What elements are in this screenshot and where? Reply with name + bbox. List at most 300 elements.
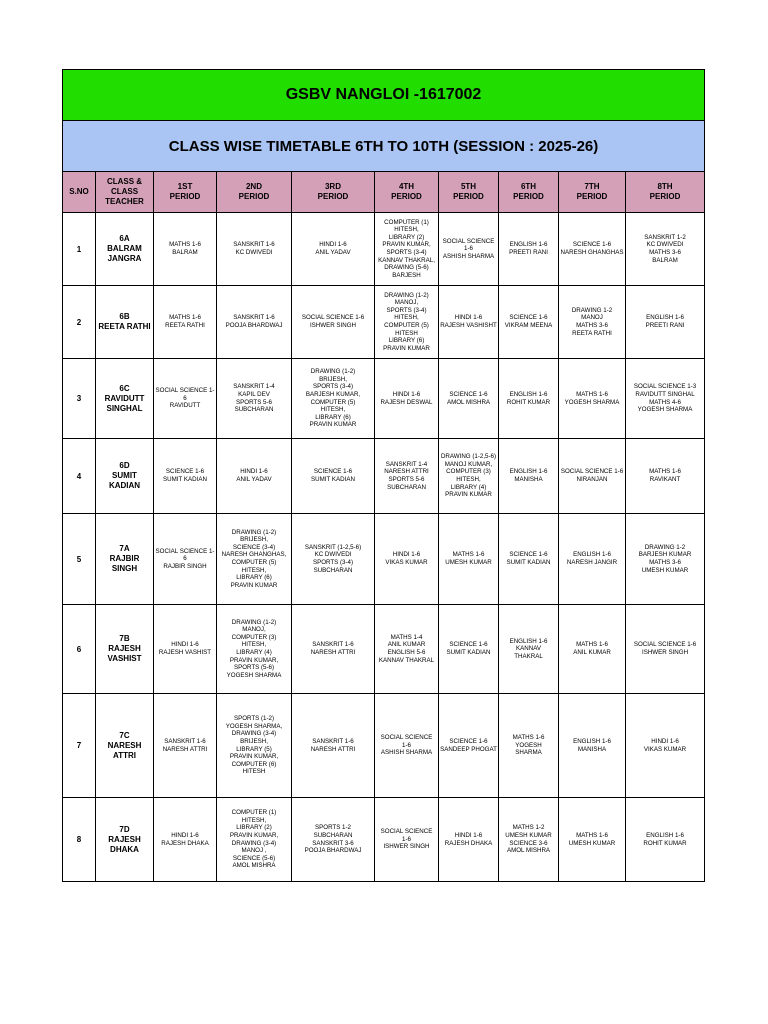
period-cell [375,213,439,286]
period-line: MANOJ , [241,847,267,855]
period-line: MATHS 4-6 [649,398,681,406]
class-teacher-line: DHAKA [110,844,139,854]
period-line: COMPUTER (1) [231,809,277,817]
period-cell [217,514,292,605]
period-line: ASHISH SHARMA [380,749,433,757]
class-teacher-line: RAJBIR [109,554,140,563]
period-line: ANIL YADAV [315,249,351,256]
column-header-line: 6TH [520,182,537,191]
period-line: DRAWING (3-4) [231,839,277,847]
period-cell [626,213,705,286]
period-line: MANOJ [581,314,603,322]
period-line: VIKAS KUMAR [385,559,428,566]
period-line: MATHS 1-6 [512,734,545,742]
period-line: BALRAM [652,256,678,264]
period-cell [439,605,499,694]
period-line: COMPUTER (1) [384,218,429,226]
period-cell [217,359,292,439]
period-cell [292,213,375,286]
class-teacher-line: RAVIDUTT [104,393,145,403]
period-line: LIBRARY (6) [315,413,351,421]
period-line: SPORTS (1-2) [233,715,275,723]
period-line: SANSKRIT 1-6 [164,737,206,745]
period-line: COMPUTER (3) [231,633,277,641]
period-line: SUBCHARAN [234,406,274,414]
period-line: BARJESH KUMAR, [305,390,361,398]
timetable-row [63,605,705,694]
period-line: PRAVIN KUMAR [230,581,278,589]
period-line: SOCIAL SCIENCE 1-3 [633,383,697,391]
period-line: NARESH GHANGHAS, [221,551,287,559]
period-line: HITESH, [320,406,346,414]
period-line: SOCIAL SCIENCE 1-6 [301,314,365,322]
period-cell [292,798,375,882]
period-line: PREETI RANI [509,249,548,256]
period-cell [439,514,499,605]
period-line: LIBRARY (2) [236,824,272,832]
class-teacher-line: SINGH [111,564,138,573]
period-cell [375,359,439,439]
period-line: REETA RATHI [165,322,205,329]
period-line: DRAWING (1-2,5-6) [440,453,497,461]
period-line: RAJESH VASHISHT [440,322,497,329]
period-line: ISHWER SINGH [641,649,689,656]
period-cell [375,605,439,694]
period-line: NARESH ATTRI [310,649,356,656]
timetable-sheet [62,69,705,882]
period-line: HITESH, [241,641,267,649]
period-cell [154,605,217,694]
column-header-line: PERIOD [317,192,349,201]
column-header-line: 2ND [245,182,262,191]
period-cell [499,798,559,882]
class-teacher-cell [96,798,154,882]
period-line: DRAWING (5-6) [384,264,429,272]
period-line: SPORTS (5-6) [233,664,275,672]
class-teacher-line: 6A [119,234,130,243]
period-line: SOCIAL SCIENCE 1-6 [155,547,215,563]
class-teacher-line: 7A [119,544,130,553]
class-teacher-line: ATTRI [113,750,136,760]
period-line: YOGESH SHARMA [226,671,282,679]
class-teacher-cell [96,286,154,359]
period-line: HITESH, [394,226,419,234]
class-teacher-line: 6C [119,383,130,393]
period-line: KAPIL DEV [238,390,270,398]
class-teacher-line: SUMIT [112,471,137,480]
column-header [292,172,375,213]
period-line: YOGESH SHARMA [564,398,620,406]
period-line: PREETI RANI [645,322,685,329]
period-line: 1-6 [464,245,473,253]
period-line: BARJESH KUMAR [638,551,692,559]
period-line: ENGLISH 5-6 [387,649,426,656]
period-line: RAJESH DHAKA [444,839,493,847]
class-teacher-line: RAJESH [108,834,141,844]
class-teacher-line: NARESH [107,740,142,750]
period-cell [559,514,626,605]
period-line: VIKRAM MEENA [504,322,553,329]
period-line: SOCIAL SCIENCE [380,734,433,742]
period-line: LIBRARY (4) [450,483,487,491]
period-line: LIBRARY (5) [236,745,272,753]
period-cell [154,514,217,605]
header-row [63,172,705,213]
column-header-line: S.NO [69,187,89,196]
school-title: GSBV NANGLOI -1617002 [63,70,705,121]
period-line: DRAWING (1-2) [384,291,429,299]
period-line: SUMIT KADIAN [311,476,355,483]
period-line: SPORTS (3-4) [312,559,354,566]
period-line: ISHWER SINGH [383,843,430,851]
period-cell [559,286,626,359]
period-line: KANNAV THAKRAL [378,656,435,664]
period-line: SCIENCE 3-6 [509,839,548,847]
period-line: MATHS 3-6 [649,559,681,566]
period-line: SANSKRIT (1-2,5-6) [304,543,362,551]
period-cell [154,286,217,359]
period-line: PRAVIN KUMAR [445,491,492,499]
column-header-line: 5TH [460,182,477,191]
period-line: AMOL MISHRA [232,862,276,870]
period-line: THAKRAL [514,652,543,660]
period-line: SPORTS (3-4) [312,383,354,391]
period-line: MATHS 1-6 [169,314,201,322]
timetable-row [63,359,705,439]
period-line: AMOL MISHRA [506,847,551,855]
period-line: BRIJESH, [319,375,347,383]
period-line: MATHS 1-6 [649,468,681,476]
period-line: 1-6 [402,835,411,843]
period-cell [217,439,292,514]
period-line: COMPUTER (6) [231,760,277,768]
column-header-line: 1ST [177,182,193,191]
period-line: COMPUTER (3) [446,468,491,476]
period-line: ENGLISH 1-6 [509,468,548,476]
column-header-line: PERIOD [649,192,681,201]
period-line: ENGLISH 1-6 [573,737,611,745]
period-cell [559,694,626,798]
period-cell [499,514,559,605]
period-cell [559,359,626,439]
period-cell [154,439,217,514]
period-line: PRAVIN KUMAR [309,421,357,429]
period-cell [292,605,375,694]
serial-number-cell: 5 [63,514,96,605]
column-header [154,172,217,213]
period-line: BARJESH [392,271,421,279]
period-line: MATHS 3-6 [649,249,681,256]
period-cell [217,694,292,798]
period-line: 1-6 [402,741,411,749]
period-line: SPORTS 5-6 [388,476,425,483]
period-line: SCIENCE 1-6 [449,737,488,745]
period-line: SPORTS 1-2 [315,824,351,832]
period-line: RAJESH DHAKA [161,839,209,847]
period-line: KC DWIVEDI [646,241,684,249]
period-cell [559,213,626,286]
period-line: RAVIDUTT SINGHAL [635,390,695,398]
period-line: MATHS 1-6 [452,551,485,559]
period-line: BRIJESH, [240,536,268,544]
period-line: SANDEEP PHOGAT [440,745,497,753]
period-line: SHARMA [515,749,542,757]
period-line: HINDI 1-6 [171,641,199,649]
period-line: LIBRARY (6) [388,337,425,345]
period-line: SPORTS (3-4) [386,306,427,314]
period-cell [292,439,375,514]
period-cell [439,213,499,286]
column-header [96,172,154,213]
period-cell [217,798,292,882]
period-line: HINDI 1-6 [240,468,268,476]
period-line: ROHIT KUMAR [506,398,551,406]
timetable-subtitle: CLASS WISE TIMETABLE 6TH TO 10TH (SESSION : 2025-26) [63,121,705,172]
period-cell [499,439,559,514]
period-line: SUMIT KADIAN [163,476,207,483]
period-line: SANSKRIT 3-6 [312,839,354,847]
period-line: SCIENCE 1-6 [572,241,612,249]
period-cell [292,359,375,439]
period-line: RAJESH VASHIST [158,649,212,656]
period-cell [154,359,217,439]
period-line: DRAWING (1-2) [231,618,277,626]
period-line: SOCIAL SCIENCE [442,237,495,245]
period-line: POOJA BHARDWAJ [225,322,283,329]
period-line: ENGLISH 1-6 [573,551,611,559]
period-line: SPORTS 5-6 [236,398,272,406]
column-header [499,172,559,213]
period-line: SCIENCE 1-6 [165,468,205,476]
period-cell [626,798,705,882]
period-line: DRAWING 1-2 [571,306,613,314]
period-cell [375,514,439,605]
period-line: YOGESH SHARMA, [225,722,283,730]
column-header-line: TEACHER [105,197,144,206]
period-line: ENGLISH 1-6 [509,390,548,398]
period-cell [626,694,705,798]
column-header-line: PERIOD [453,192,484,201]
timetable-row [63,798,705,882]
period-line: MATHS 1-6 [576,641,608,649]
period-line: UMESH KUMAR [641,566,689,574]
class-teacher-cell [96,213,154,286]
period-cell [375,286,439,359]
serial-number-cell: 4 [63,439,96,514]
period-line: BALRAM [172,249,198,256]
column-header-line: PERIOD [576,192,608,201]
period-line: UMESH KUMAR [568,839,616,847]
period-line: SANSKRIT 1-2 [644,233,686,241]
period-line: SANSKRIT 1-6 [233,314,275,322]
period-line: SOCIAL SCIENCE [380,828,433,836]
column-header-line: PERIOD [169,192,201,201]
period-line: HINDI 1-6 [319,241,347,249]
period-line: HITESH, [241,816,267,824]
timetable-row [63,694,705,798]
class-teacher-line: VASHIST [107,654,142,663]
column-header-line: PERIOD [238,192,270,201]
timetable-row [63,439,705,514]
period-cell [217,286,292,359]
period-line: DRAWING 1-2 [644,543,686,551]
class-teacher-line: BALRAM [107,244,142,253]
class-teacher-line: REETA RATHI [98,322,151,331]
period-line: SCIENCE 1-6 [449,390,488,398]
period-line: HINDI 1-6 [454,831,483,839]
period-cell [217,605,292,694]
period-line: DRAWING (3-4) [231,730,277,738]
period-cell [375,798,439,882]
period-line: ANIL YADAV [236,476,272,483]
period-cell [439,798,499,882]
period-line: HINDI 1-6 [392,390,421,398]
period-line: HITESH [242,768,266,776]
class-teacher-line: 6B [119,312,130,321]
period-line: YOGESH [515,741,542,749]
timetable-row [63,213,705,286]
period-line: DRAWING (1-2) [310,368,356,376]
class-teacher-cell [96,359,154,439]
period-line: SOCIAL SCIENCE 1-6 [155,387,215,402]
period-line: LIBRARY (2) [388,233,425,241]
period-line: SANSKRIT 1-4 [233,383,275,391]
period-line: SUMIT KADIAN [506,559,551,566]
period-cell [626,359,705,439]
column-header-line: CLASS & [106,177,143,186]
column-header-line: 8TH [657,182,673,191]
period-line: MANOJ, [394,299,419,307]
serial-number-cell: 7 [63,694,96,798]
period-line: DRAWING (1-2) [231,528,277,536]
period-line: SANSKRIT 1-6 [312,737,354,745]
class-teacher-line: 7C [119,730,130,740]
column-header-line: 3RD [324,182,341,191]
period-cell [154,798,217,882]
period-line: NARESH JANGIR [566,559,618,566]
period-line: HINDI 1-6 [171,831,199,839]
period-cell [626,514,705,605]
period-line: BRIJESH, [240,737,268,745]
period-line: MANISHA [577,745,607,753]
period-line: SANSKRIT 1-6 [233,241,275,249]
period-line: ANIL KUMAR [573,649,611,656]
period-line: SANSKRIT 1-6 [312,641,354,649]
serial-number-cell: 8 [63,798,96,882]
column-header [559,172,626,213]
column-header [375,172,439,213]
period-cell [217,213,292,286]
period-line: NARESH GHANGHAS [560,249,624,256]
period-line: KANNAV [516,645,541,653]
period-cell [626,605,705,694]
period-line: REETA RATHI [572,329,612,337]
period-line: HINDI 1-6 [392,551,421,559]
period-line: UMESH KUMAR [505,831,552,839]
period-line: UMESH KUMAR [445,559,492,566]
timetable-row [63,286,705,359]
period-line: ENGLISH 1-6 [646,314,684,322]
period-line: ISHWER SINGH [309,322,357,329]
period-cell [626,286,705,359]
period-line: COMPUTER (5) [310,398,356,406]
column-header-line: PERIOD [513,192,544,201]
column-header [626,172,705,213]
class-teacher-line: SINGHAL [106,403,143,413]
period-cell [154,213,217,286]
period-line: SOCIAL SCIENCE 1-6 [560,468,624,476]
period-cell [292,286,375,359]
period-line: HITESH, [456,476,481,483]
period-line: SCIENCE 1-6 [509,551,548,559]
period-cell [375,439,439,514]
period-line: SCIENCE (3-4) [232,543,276,551]
period-line: SUBCHARAN [313,566,353,574]
period-cell [292,694,375,798]
period-line: PRAVIN KUMAR, [229,753,279,761]
period-line: SOCIAL SCIENCE 1-6 [633,641,697,649]
column-header [217,172,292,213]
period-line: ENGLISH 1-6 [509,241,548,249]
period-line: ROHIT KUMAR [643,839,687,847]
period-line: SUBCHARAN [313,831,353,839]
period-line: ANIL KUMAR [387,641,426,649]
column-header-line: 7TH [584,182,600,191]
period-line: SCIENCE 1-6 [509,314,548,322]
period-cell [499,286,559,359]
period-line: RAJESH DESWAL [380,398,433,406]
serial-number-cell: 3 [63,359,96,439]
period-cell [626,439,705,514]
period-line: MANOJ KUMAR, [444,460,493,468]
period-line: COMPUTER (5) [231,559,277,566]
column-header [63,172,96,213]
class-teacher-cell [96,514,154,605]
period-line: MATHS 1-6 [169,241,201,249]
column-header [439,172,499,213]
period-cell [154,694,217,798]
period-line: PRAVIN KUMAR, [382,241,431,249]
class-teacher-cell [96,694,154,798]
period-line: KC DWIVEDI [235,249,273,256]
period-cell [375,694,439,798]
period-line: ENGLISH 1-6 [646,831,684,839]
period-line: VIKAS KUMAR [643,745,687,753]
period-cell [439,359,499,439]
period-line: SPORTS (3-4) [386,249,427,256]
period-cell [499,359,559,439]
period-cell [499,213,559,286]
column-header-line: PERIOD [391,192,422,201]
serial-number-cell: 6 [63,605,96,694]
period-line: SCIENCE 1-6 [449,641,488,649]
period-line: POOJA BHARDWAJ [304,847,362,855]
period-line: AMOL MISHRA [446,398,491,406]
period-cell [499,605,559,694]
period-line: MANOJ, [242,626,266,634]
class-teacher-cell [96,439,154,514]
period-cell [559,798,626,882]
column-header-line: 4TH [398,182,415,191]
period-line: KANNAV THAKRAL, [378,256,435,264]
period-cell [559,439,626,514]
period-line: PRAVIN KUMAR [383,344,430,352]
period-line: LIBRARY (4) [236,649,272,656]
period-line: HINDI 1-6 [651,737,679,745]
period-line: LIBRARY (6) [236,574,272,582]
class-teacher-cell [96,605,154,694]
timetable-row [63,514,705,605]
